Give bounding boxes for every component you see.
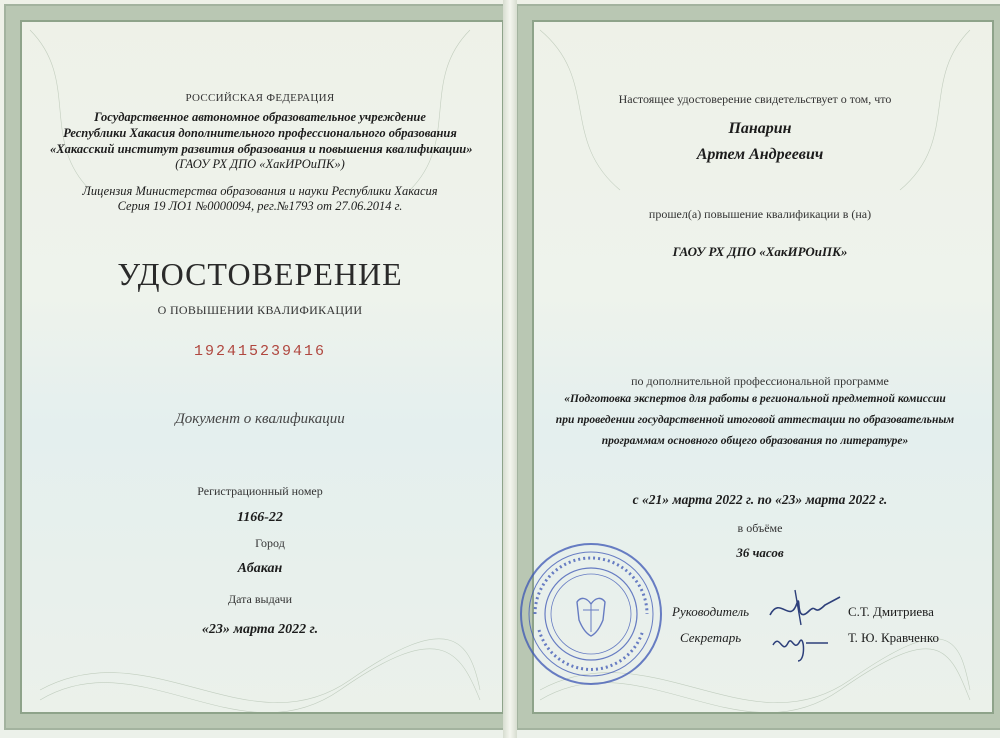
program-label: по дополнительной профессиональной программе bbox=[631, 374, 889, 388]
head-label: Руководитель bbox=[672, 604, 750, 619]
country-label: РОССИЙСКАЯ ФЕДЕРАЦИЯ bbox=[185, 92, 335, 104]
head-name: С.Т. Дмитриева bbox=[848, 604, 934, 619]
reg-number-value: 1166-22 bbox=[237, 510, 283, 525]
serial-number: 192415239416 bbox=[193, 343, 327, 360]
holder-surname: Панарин bbox=[728, 120, 792, 137]
program-line-3: программам основного общего образования по литературе» bbox=[601, 435, 909, 447]
city-label: Город bbox=[255, 536, 285, 550]
holder-name: Артем Андреевич bbox=[696, 146, 824, 163]
secretary-signature bbox=[768, 625, 838, 665]
license-line-2: Серия 19 ЛО1 №0000094, рег.№1793 от 27.06.2014 г. bbox=[117, 199, 403, 213]
document-subtitle: О ПОВЫШЕНИИ КВАЛИФИКАЦИИ bbox=[157, 303, 363, 317]
issue-date-label: Дата выдачи bbox=[227, 592, 293, 606]
city-value: Абакан bbox=[237, 561, 283, 576]
volume-value: 36 часов bbox=[736, 545, 784, 560]
document-type: Документ о квалификации bbox=[175, 411, 345, 427]
program-line-1: «Подготовка экспертов для работы в региональной предметной комиссии bbox=[564, 393, 946, 405]
page-fold bbox=[503, 0, 517, 738]
secretary-label: Секретарь bbox=[680, 630, 742, 645]
org-line-4: (ГАОУ РХ ДПО «ХакИРОиПК») bbox=[175, 157, 345, 171]
license-line-1: Лицензия Министерства образования и науки Республики Хакасия bbox=[82, 184, 438, 198]
program-line-2: при проведении государственной итоговой аттестации по образовательным bbox=[555, 414, 955, 426]
passed-text: прошел(а) повышение квалификации в (на) bbox=[648, 207, 872, 221]
document-title: УДОСТОВЕРЕНИЕ bbox=[117, 256, 403, 292]
head-signature bbox=[765, 585, 845, 630]
org-line-2: Республики Хакасия дополнительного профессионального образования bbox=[63, 126, 457, 140]
org-line-3: «Хакасский институт развития образования и повышения квалификации» bbox=[50, 142, 473, 156]
study-period: с «21» марта 2022 г. по «23» марта 2022 г. bbox=[632, 492, 888, 507]
org-line-1: Государственное автономное образовательное учреждение bbox=[94, 110, 426, 124]
official-stamp bbox=[517, 540, 665, 688]
institution-name: ГАОУ РХ ДПО «ХакИРОиПК» bbox=[672, 244, 848, 259]
volume-label: в объёме bbox=[737, 521, 783, 535]
issue-date-value: «23» марта 2022 г. bbox=[201, 622, 319, 637]
reg-number-label: Регистрационный номер bbox=[197, 484, 323, 498]
secretary-name: Т. Ю. Кравченко bbox=[848, 630, 940, 645]
intro-text: Настоящее удостоверение свидетельствует о том, что bbox=[618, 92, 892, 106]
